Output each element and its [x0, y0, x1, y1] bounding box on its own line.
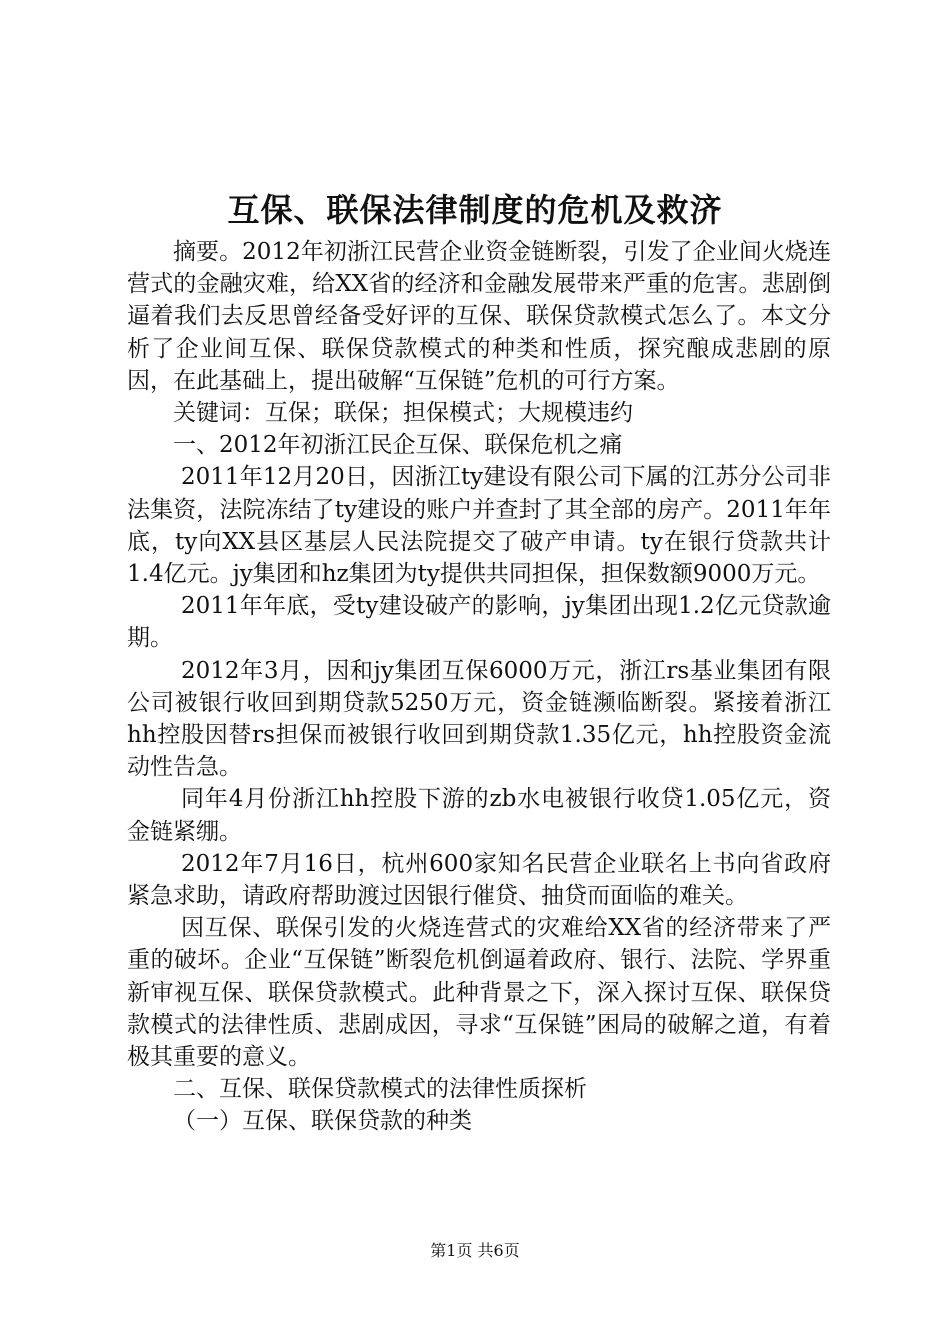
keywords-line: 关键词：互保；联保；担保模式；大规模违约 [173, 400, 633, 427]
body-paragraph: 同年4月份浙江hh控股下游的zb水电被银行收贷1.05亿元，资金链紧绷。 [127, 786, 831, 845]
document-body [127, 236, 831, 1138]
section-heading-2: 二、互保、联保贷款模式的法律性质探析 [173, 1076, 587, 1103]
body-paragraph: 2012年7月16日，杭州600家知名民营企业联名上书向省政府紧急求助，请政府帮助渡过因银行催贷、抽贷而面临的难关。 [127, 850, 831, 910]
document-title: 互保、联保法律制度的危机及救济 [227, 191, 723, 229]
body-paragraph: 2011年12月20日，因浙江ty建设有限公司下属的江苏分公司非法集资，法院冻结了ty建设的账户并查封了其全部的房产。2011年年底，ty向XX县区基层人民法院提交了破产申请。ty在银行贷款共计1.4亿元。jy集团和hz集团为ty提供共同担保，担保数额9000万元。 [127, 464, 831, 588]
page-footer: 第1页 共6页 [430, 1241, 520, 1260]
body-paragraph: 因互保、联保引发的火烧连营式的灾难给XX省的经济带来了严重的破坏。企业“互保链”断裂危机倒逼着政府、银行、法院、学界重新审视互保、联保贷款模式。此种背景之下，深入探讨互保、联保贷款模式的法律性质、悲剧成因，寻求“互保链”困局的破解之道，有着极其重要的意义。 [127, 915, 831, 1071]
subsection-heading: （一）互保、联保贷款的种类 [173, 1108, 472, 1135]
section-heading-1: 一、2012年初浙江民企互保、联保危机之痛 [173, 432, 623, 459]
abstract-paragraph: 摘要。2012年初浙江民营企业资金链断裂，引发了企业间火烧连营式的金融灾难，给XX省的经济和金融发展带来严重的危害。悲剧倒逼着我们去反思曾经备受好评的互保、联保贷款模式怎么了。本文分析了企业间互保、联保贷款模式的种类和性质，探究酿成悲剧的原因，在此基础上，提出破解“互保链”危机的可行方案。 [127, 239, 831, 394]
body-paragraph: 2012年3月，因和jy集团互保6000万元，浙江rs基业集团有限公司被银行收回到期贷款5250万元，资金链濒临断裂。紧接着浙江hh控股因替rs担保而被银行收回到期贷款1.35亿元，hh控股资金流动性告急。 [127, 657, 831, 781]
body-paragraph: 2011年年底，受ty建设破产的影响，jy集团出现1.2亿元贷款逾期。 [127, 593, 831, 652]
